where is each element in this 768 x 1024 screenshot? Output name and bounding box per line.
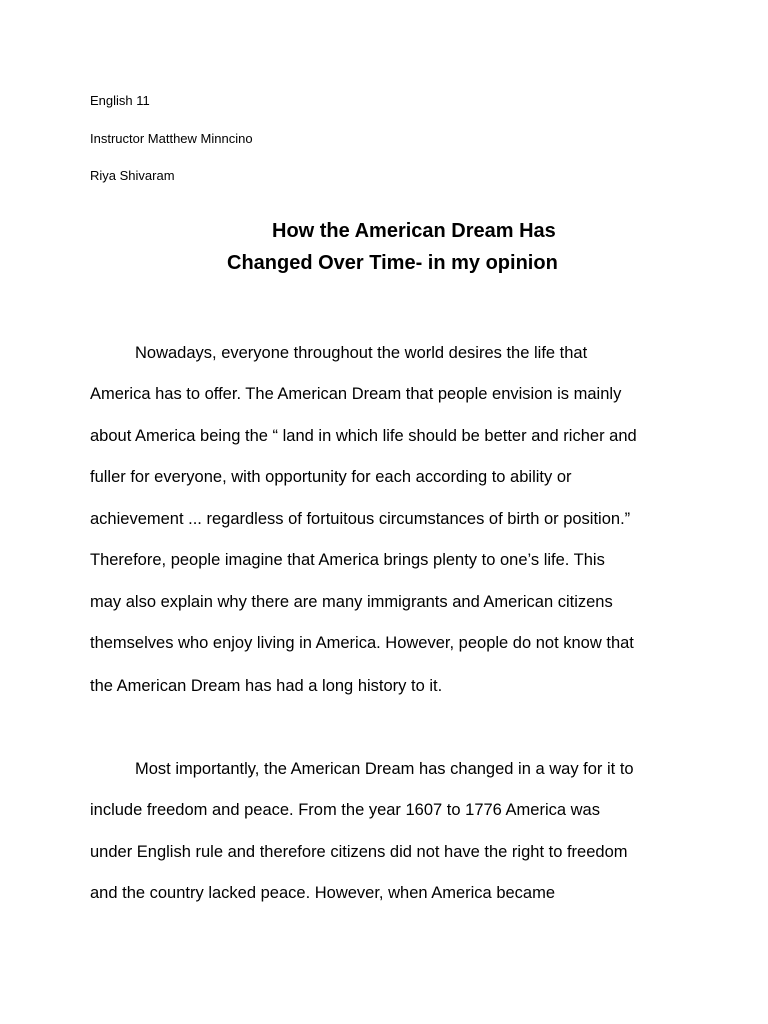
paragraph-line: about America being the “ land in which life should be better and richer and [90,427,637,445]
paragraph-line: and the country lacked peace. However, when America became [90,884,556,902]
paragraph-line: achievement ... regardless of fortuitous circumstances of birth or position.” [90,510,631,528]
paragraph-line: fuller for everyone, with opportunity for each according to ability or [90,468,572,486]
paragraph-line: under English rule and therefore citizens did not have the right to freedom [90,843,628,861]
essay-title-line-1: How the American Dream Has [272,220,556,242]
instructor-name: Instructor Matthew Minncino [90,131,253,146]
essay-title-line-2: Changed Over Time- in my opinion [227,252,558,274]
paragraph-line: Therefore, people imagine that America brings plenty to one’s life. This [90,551,605,569]
paragraph-line: Nowadays, everyone throughout the world desires the life that [135,344,588,362]
paragraph-line: themselves who enjoy living in America. However, people do not know that [90,634,634,652]
student-name: Riya Shivaram [90,168,175,183]
paragraph-line: Most importantly, the American Dream has changed in a way for it to [135,760,634,778]
paragraph-line: include freedom and peace. From the year 1607 to 1776 America was [90,801,600,819]
paragraph-line: America has to offer. The American Dream that people envision is mainly [90,385,622,403]
paragraph-line: may also explain why there are many immigrants and American citizens [90,593,613,611]
paragraph-line: the American Dream has had a long history to it. [90,677,443,695]
course-name: English 11 [90,93,150,108]
